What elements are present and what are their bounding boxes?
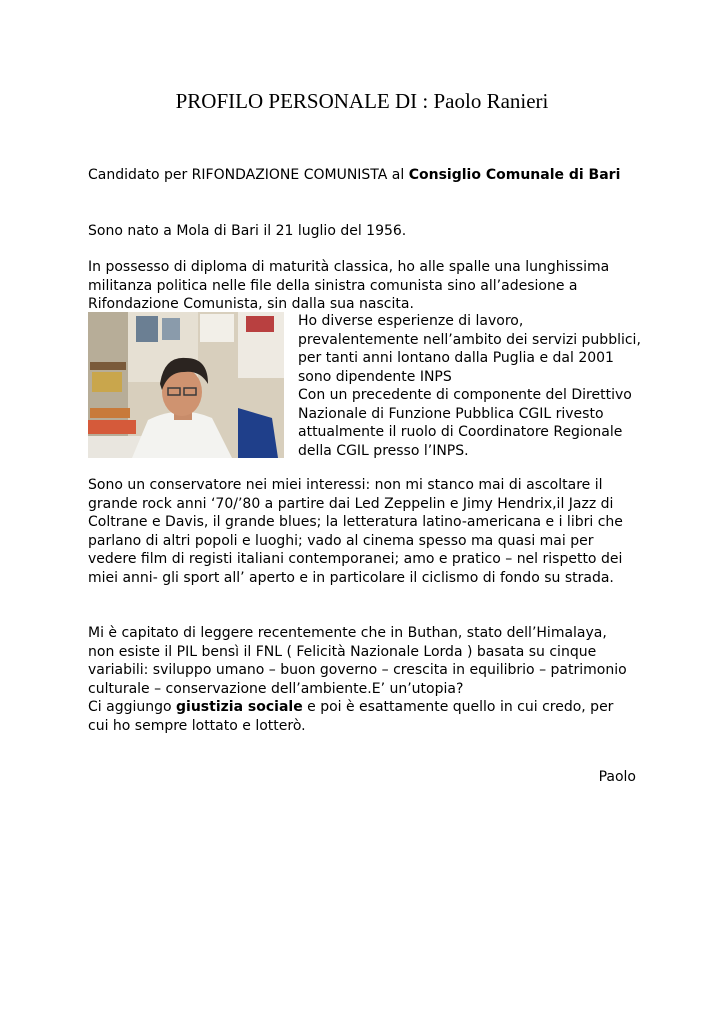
candidacy-text: Candidato per RIFONDAZIONE COMUNISTA al xyxy=(88,167,409,183)
page-title: PROFILO PERSONALE DI : Paolo Ranieri xyxy=(175,89,549,113)
work-paragraph xyxy=(298,312,643,460)
portrait-photo xyxy=(88,312,284,458)
candidacy-council: Consiglio Comunale di Bari xyxy=(408,167,621,183)
buthan-paragraph xyxy=(88,624,636,735)
work-text-2: Con un precedente di componente del Direttivo Nazionale di Funzione Pubblica CGIL rivesto attualmente il ruolo di Coordinatore Regionale della CGIL presso l’INPS. xyxy=(298,387,632,459)
signature: Paolo xyxy=(598,769,636,785)
birth-paragraph xyxy=(88,222,636,241)
work-text-1: Ho diverse esperienze di lavoro, prevalentemente nell’ambito dei servizi pubblici, per tanti anni lontano dalla Puglia e dal 2001 sono dipendente INPS xyxy=(298,313,641,385)
closing-prefix: Ci aggiungo xyxy=(88,699,177,715)
candidacy-paragraph xyxy=(88,166,636,185)
closing-bold: giustizia sociale xyxy=(176,699,303,715)
interests-text: Sono un conservatore nei miei interessi: non mi stanco mai di ascoltare il grande rock anni ‘70/’80 a partire dai Led Zeppelin e Jimy Hendrix,il Jazz di Coltrane e Davis, il grande blues; la letteratura latino-americana e i libri che parlano di altri popoli e luoghi; vado al cinema spesso ma quasi mai per vedere film di registi italiani contemporanei; amo e pratico – nel rispetto dei miei anni- gli sport all’ aperto e in particolare il ciclismo di fondo su strada. xyxy=(88,477,623,586)
buthan-text: Mi è capitato di leggere recentemente che in Buthan, stato dell’Himalaya, non esiste il PIL bensì il FNL ( Felicità Nazionale Lorda ) basata su cinque variabili: sviluppo umano – buon governo – crescita in equilibrio – patrimonio culturale – conservazione dell’ambiente.E’ un’utopia? xyxy=(88,625,627,697)
interests-paragraph xyxy=(88,476,636,587)
closing-suffix: e poi è esattamente quello in cui credo, per cui ho sempre lottato e lotterò. xyxy=(88,699,614,734)
birth-text: Sono nato a Mola di Bari il 21 luglio del 1956. xyxy=(88,223,407,239)
education-text: In possesso di diploma di maturità classica, ho alle spalle una lunghissima militanza politica nelle file della sinistra comunista sino all’adesione a Rifondazione Comunista, sin dalla sua nascita. xyxy=(88,259,610,312)
education-paragraph xyxy=(88,258,636,314)
